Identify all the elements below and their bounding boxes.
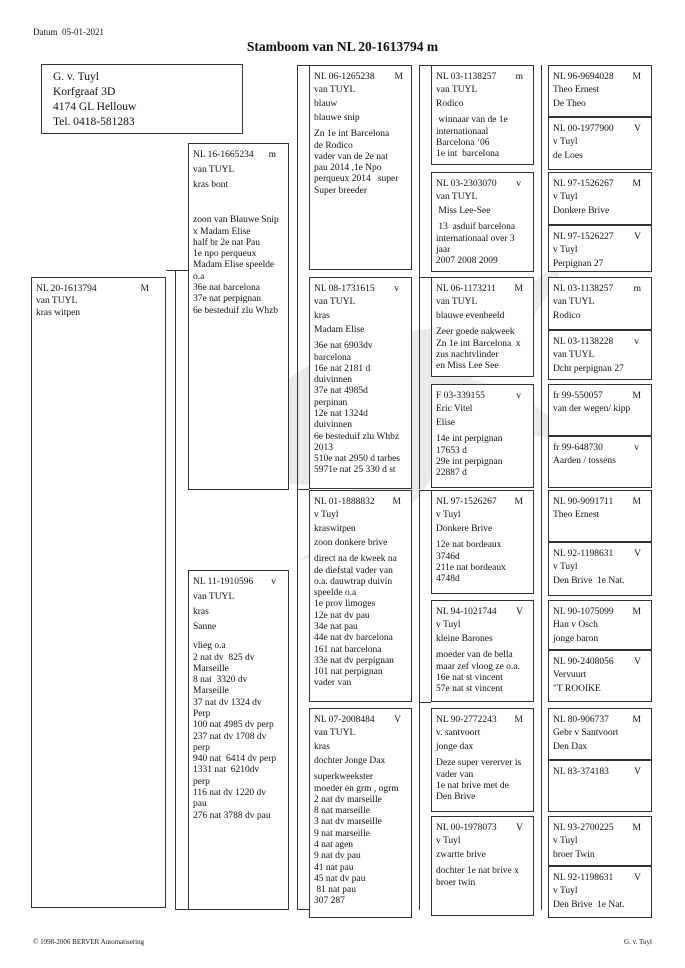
sex-marker: m — [515, 72, 523, 82]
bird-line: van TUYL — [436, 85, 478, 96]
g5-bird-card-13 — [548, 708, 652, 760]
owner-street: Korfgraaf 3D — [53, 86, 116, 98]
mother-bird-card — [188, 570, 289, 910]
mfm-bird-card — [431, 600, 534, 702]
ring-number: NL 20-1613794 — [36, 284, 97, 294]
bird-line: Aarden / tossens — [553, 456, 616, 467]
g5-bird-card-3 — [548, 172, 652, 225]
bird-notes: 13 asduif barcelona internationaal over 3 jaar 2007 2008 2009 — [436, 222, 516, 267]
ring-number: NL 07-2008484 — [314, 715, 375, 725]
sex-marker: v — [516, 179, 521, 189]
bird-line: Den Dax — [553, 742, 588, 753]
sex-marker: M — [632, 391, 641, 401]
bird-line: van TUYL — [436, 297, 478, 308]
sex-marker: V — [634, 124, 641, 134]
bird-notes: 12e nat bordeaux 3746d 211e nat bordeaux 4748d — [436, 540, 506, 585]
g5-bird-card-2 — [548, 117, 652, 170]
bird-line: van TUYL — [314, 728, 356, 739]
sex-marker: V — [634, 767, 641, 777]
sex-marker: M — [394, 72, 403, 82]
footer-owner: G. v. Tuyl — [624, 938, 652, 946]
bird-line: van TUYL — [436, 192, 478, 203]
bird-line: v Tuyl — [553, 137, 578, 148]
fmf-bird-card — [431, 277, 534, 377]
sex-marker: M — [632, 179, 641, 189]
sex-marker: V — [516, 823, 523, 833]
bird-line: v Tuyl — [553, 192, 578, 203]
bird-line: de Loes — [553, 151, 583, 162]
ring-number: NL 92-1198631 — [553, 549, 614, 559]
bird-line: van TUYL — [553, 297, 595, 308]
g5-bird-card-7 — [548, 384, 652, 436]
mf-bird-card — [309, 490, 412, 702]
bird-line: blauwe snip — [314, 113, 360, 124]
ring-number: NL 94-1021744 — [436, 607, 497, 617]
connector — [175, 909, 188, 910]
bird-line: van TUYL — [36, 296, 78, 307]
bird-notes: 14e int perpignan 17653 d 29e int perpignan 22887 d — [436, 434, 503, 479]
bird-notes: moeder van de bella maar zef vloog ze o.a. 16e nat st vincent 57e nat st vincent — [436, 650, 520, 695]
bird-line: v Tuyl — [553, 245, 578, 256]
subject-bird-card — [31, 277, 166, 908]
bird-line: Vervuurt — [553, 670, 587, 681]
g5-bird-card-10 — [548, 542, 652, 596]
bird-line: Madam Elise — [314, 325, 365, 336]
sex-marker: v — [516, 391, 521, 401]
connector — [419, 65, 420, 277]
owner-phone: Tel. 0418-581283 — [53, 116, 135, 128]
bird-line: Theo Ernest — [553, 510, 600, 521]
connector — [419, 702, 431, 703]
bird-line: Den Brive 1e Nat. — [553, 576, 625, 587]
ring-number: NL 92-1198631 — [553, 873, 614, 883]
bird-line: jonge baron — [553, 634, 599, 645]
g5-bird-card-8 — [548, 436, 652, 488]
ffm-bird-card — [431, 172, 534, 272]
ring-number: NL 16-1665234 — [193, 150, 254, 160]
g5-bird-card-16 — [548, 866, 652, 918]
bird-line: blauwe evenbeeld — [436, 311, 505, 322]
connector — [297, 909, 309, 910]
father-bird-card — [188, 143, 289, 490]
bird-line: kras bont — [193, 180, 229, 191]
bird-line: Perpignan 27 — [553, 259, 604, 270]
bird-line: Donkere Brive — [436, 524, 493, 535]
mm-bird-card — [309, 708, 412, 918]
bird-line: van TUYL — [193, 165, 235, 176]
g5-bird-card-5 — [548, 277, 652, 330]
g5-bird-card-1 — [548, 65, 652, 117]
ring-number: NL 96-9694028 — [553, 72, 614, 82]
bird-line: Rodico — [553, 311, 581, 322]
connector — [541, 65, 542, 910]
bird-notes: dochter 1e nat brive x broer twin — [436, 866, 519, 888]
ring-number: NL 90-2772243 — [436, 715, 497, 725]
bird-line: De Theo — [553, 99, 586, 110]
ring-number: NL 90-9091711 — [553, 497, 614, 507]
sex-marker: V — [516, 607, 523, 617]
bird-line: Theo Ernest — [553, 85, 600, 96]
mmf-bird-card — [431, 708, 534, 812]
sex-marker: V — [634, 873, 641, 883]
bird-line: zwartte brive — [436, 850, 486, 861]
bird-notes: Zeer goede nakweek Zn 1e int Barcelona x zus nachtvlinder en Miss Lee See — [436, 327, 521, 372]
bird-line: blauw — [314, 99, 338, 110]
sex-marker: M — [632, 823, 641, 833]
bird-line: "T ROOIKE — [553, 684, 601, 695]
ring-number: NL 06-1265238 — [314, 72, 375, 82]
ring-number: NL 01-1888832 — [314, 497, 375, 507]
ring-number: NL 06-1173211 — [436, 284, 496, 294]
bird-line: v Tuyl — [553, 836, 578, 847]
bird-line: Sanne — [193, 622, 217, 633]
ring-number: fr 99-550057 — [553, 391, 603, 401]
sex-marker: V — [394, 715, 401, 725]
sex-marker: M — [140, 284, 149, 294]
sex-marker: M — [392, 497, 401, 507]
bird-notes: 36e nat 6903dv barcelona 16e nat 2181 d duivinnen 37e nat 4985d perpinan 12e nat 1324d duivinnen 6e besteduif zlu Whbz 2013 510e nat 2950 d tarbes 5971e nat 25 330 d st — [314, 341, 401, 476]
g5-bird-card-14 — [548, 760, 652, 812]
bird-line: van TUYL — [193, 592, 235, 603]
ring-number: NL 97-1526227 — [553, 232, 614, 242]
owner-name: G. v. Tuyl — [53, 71, 99, 83]
bird-line: jonge dax — [436, 742, 474, 753]
ring-number: NL 97-1526267 — [436, 497, 497, 507]
footer-copyright: © 1998-2006 BERVER Automatisering — [33, 938, 145, 946]
g5-bird-card-11 — [548, 600, 652, 650]
g5-bird-card-6 — [548, 330, 652, 380]
connector — [419, 490, 431, 491]
sex-marker: v — [634, 337, 639, 347]
bird-line: broer Twin — [553, 850, 595, 861]
bird-line: zoon donkere brive — [314, 538, 388, 549]
sex-marker: M — [514, 284, 523, 294]
owner-box — [41, 64, 243, 134]
sex-marker: M — [514, 715, 523, 725]
bird-line: kras — [193, 607, 209, 618]
bird-line: v Tuyl — [553, 886, 578, 897]
ring-number: NL 93-2700225 — [553, 823, 614, 833]
bird-line: v Tuyl — [553, 562, 578, 573]
ring-number: NL 11-1910596 — [193, 577, 254, 587]
bird-line: kras — [314, 311, 330, 322]
connector — [419, 277, 420, 489]
ring-number: NL 03-1138257 — [553, 284, 614, 294]
mff-bird-card — [431, 490, 534, 594]
ring-number: NL 03-1138228 — [553, 337, 614, 347]
bird-line: kras — [314, 742, 330, 753]
bird-line: Elise — [436, 418, 455, 429]
connector — [297, 490, 298, 910]
bird-line: Han v Osch — [553, 620, 598, 631]
bird-line: van TUYL — [314, 85, 356, 96]
bird-line: van TUYL — [553, 350, 595, 361]
connector — [419, 65, 431, 66]
bird-notes: superkweekster moeder en grm , ogrm 2 nat dv marseille 8 nat marseille 3 nat dv marseille 9 nat marseille 4 nat agen 9 nat dv pau 41 nat pau 45 nat dv pau 81 nat pau 307 287 — [314, 772, 399, 907]
bird-line: kleine Barones — [436, 634, 493, 645]
sex-marker: M — [632, 497, 641, 507]
g5-bird-card-9 — [548, 490, 652, 542]
bird-notes: zoon van Blauwe Snip x Madam Elise half br 2e nat Pau 1e npo perqueux Madam Elise speelde o.a 36e nat barcelona 37e nat perpignan 6e besteduif zlu Whzb — [193, 215, 279, 316]
g5-bird-card-12 — [548, 650, 652, 702]
connector — [419, 490, 420, 702]
ring-number: NL 80-906737 — [553, 715, 609, 725]
ring-number: NL 03-1138257 — [436, 72, 497, 82]
fmm-bird-card — [431, 384, 534, 488]
sex-marker: V — [634, 232, 641, 242]
g5-bird-card-15 — [548, 816, 652, 866]
ring-number: NL 90-1075099 — [553, 607, 614, 617]
sex-marker: v — [394, 284, 399, 294]
sex-marker: V — [634, 549, 641, 559]
bird-line: Den Brive 1e Nat. — [553, 900, 625, 911]
connector — [419, 277, 431, 278]
bird-line: v Tuyl — [314, 510, 339, 521]
bird-line: v Tuyl — [436, 510, 461, 521]
bird-line: Donkere Brive — [553, 206, 610, 217]
connector — [419, 702, 420, 910]
bird-line: Eric Vitel — [436, 404, 473, 415]
sex-marker: M — [632, 72, 641, 82]
bird-line: kras witpen — [36, 308, 81, 319]
connector — [297, 65, 298, 490]
bird-notes: winnaar van de 1e internationaal Barcelona ‘06 1e int barcelona — [436, 115, 508, 160]
ring-number: NL 83-374183 — [553, 767, 609, 777]
sex-marker: M — [632, 607, 641, 617]
bird-line: Rodico — [436, 99, 464, 110]
bird-notes: Zn 1e int Barcelona de Rodico vader van de 2e nat pau 2014 ,1e Npo perqueux 2014 super Super breeder — [314, 129, 399, 196]
sex-marker: V — [634, 657, 641, 667]
ring-number: NL 00-1977900 — [553, 124, 614, 134]
ring-number: NL 03-2303070 — [436, 179, 497, 189]
bird-line: Gebr v Santvoort — [553, 728, 619, 739]
connector — [175, 270, 188, 271]
fm-bird-card — [309, 277, 412, 489]
ring-number: F 03-339155 — [436, 391, 485, 401]
bird-line: v Tuyl — [436, 836, 461, 847]
sex-marker: m — [268, 150, 276, 160]
fff-bird-card — [431, 65, 534, 165]
ring-number: NL 90-2408056 — [553, 657, 614, 667]
owner-postcode: 4174 GL Hellouw — [53, 101, 137, 113]
bird-notes: Deze super vererver is vader van 1e nat brive met de Den Brive — [436, 758, 522, 803]
sex-marker: v — [634, 443, 639, 453]
bird-line: Miss Lee-See — [436, 206, 491, 217]
sex-marker: M — [632, 715, 641, 725]
ring-number: fr 99-648730 — [553, 443, 603, 453]
sex-marker: v — [271, 577, 276, 587]
g5-bird-card-4 — [548, 225, 652, 272]
bird-line: van TUYL — [314, 297, 356, 308]
mmm-bird-card — [431, 816, 534, 916]
bird-line: v Tuyl — [436, 620, 461, 631]
connector — [175, 270, 176, 909]
connector — [297, 489, 309, 490]
sex-marker: m — [633, 284, 641, 294]
bird-line: dochter Jonge Dax — [314, 756, 386, 767]
ff-bird-card — [309, 65, 412, 270]
ring-number: NL 08-1731615 — [314, 284, 375, 294]
bird-line: van der wegen/ kipp — [553, 404, 631, 415]
connector — [297, 65, 309, 66]
sex-marker: M — [514, 497, 523, 507]
page-title: Stamboom van NL 20-1613794 m — [246, 39, 439, 54]
bird-notes: vlieg o.a 2 nat dv 825 dv Marseille 8 nat 3320 dv Marseille 37 nat dv 1324 dv Perp 100 nat 4985 dv perp 237 nat dv 1708 dv perp 940 nat 6414 dv perp 1331 nat 6210dv perp 116 nat dv 1220 dv pau 276 nat 3788 dv pau — [193, 641, 277, 821]
bird-line: Dcht perpignan 27 — [553, 364, 624, 375]
bird-line: kraswitpen — [314, 524, 356, 535]
bird-notes: direct na de kweek na de diefstal vader van o.a. dauwtrap duivin speelde o.a 1e prov limoges 12e nat dv pau 34e nat pau 44e nat dv barcelona 161 nat barcelona 33e nat dv perpignan 101 nat perpignan vader van — [314, 554, 397, 689]
print-date: Datum 05-01-2021 — [33, 27, 104, 37]
bird-line: v. santvoort — [436, 728, 481, 739]
ring-number: NL 00-1978073 — [436, 823, 497, 833]
ring-number: NL 97-1526267 — [553, 179, 614, 189]
